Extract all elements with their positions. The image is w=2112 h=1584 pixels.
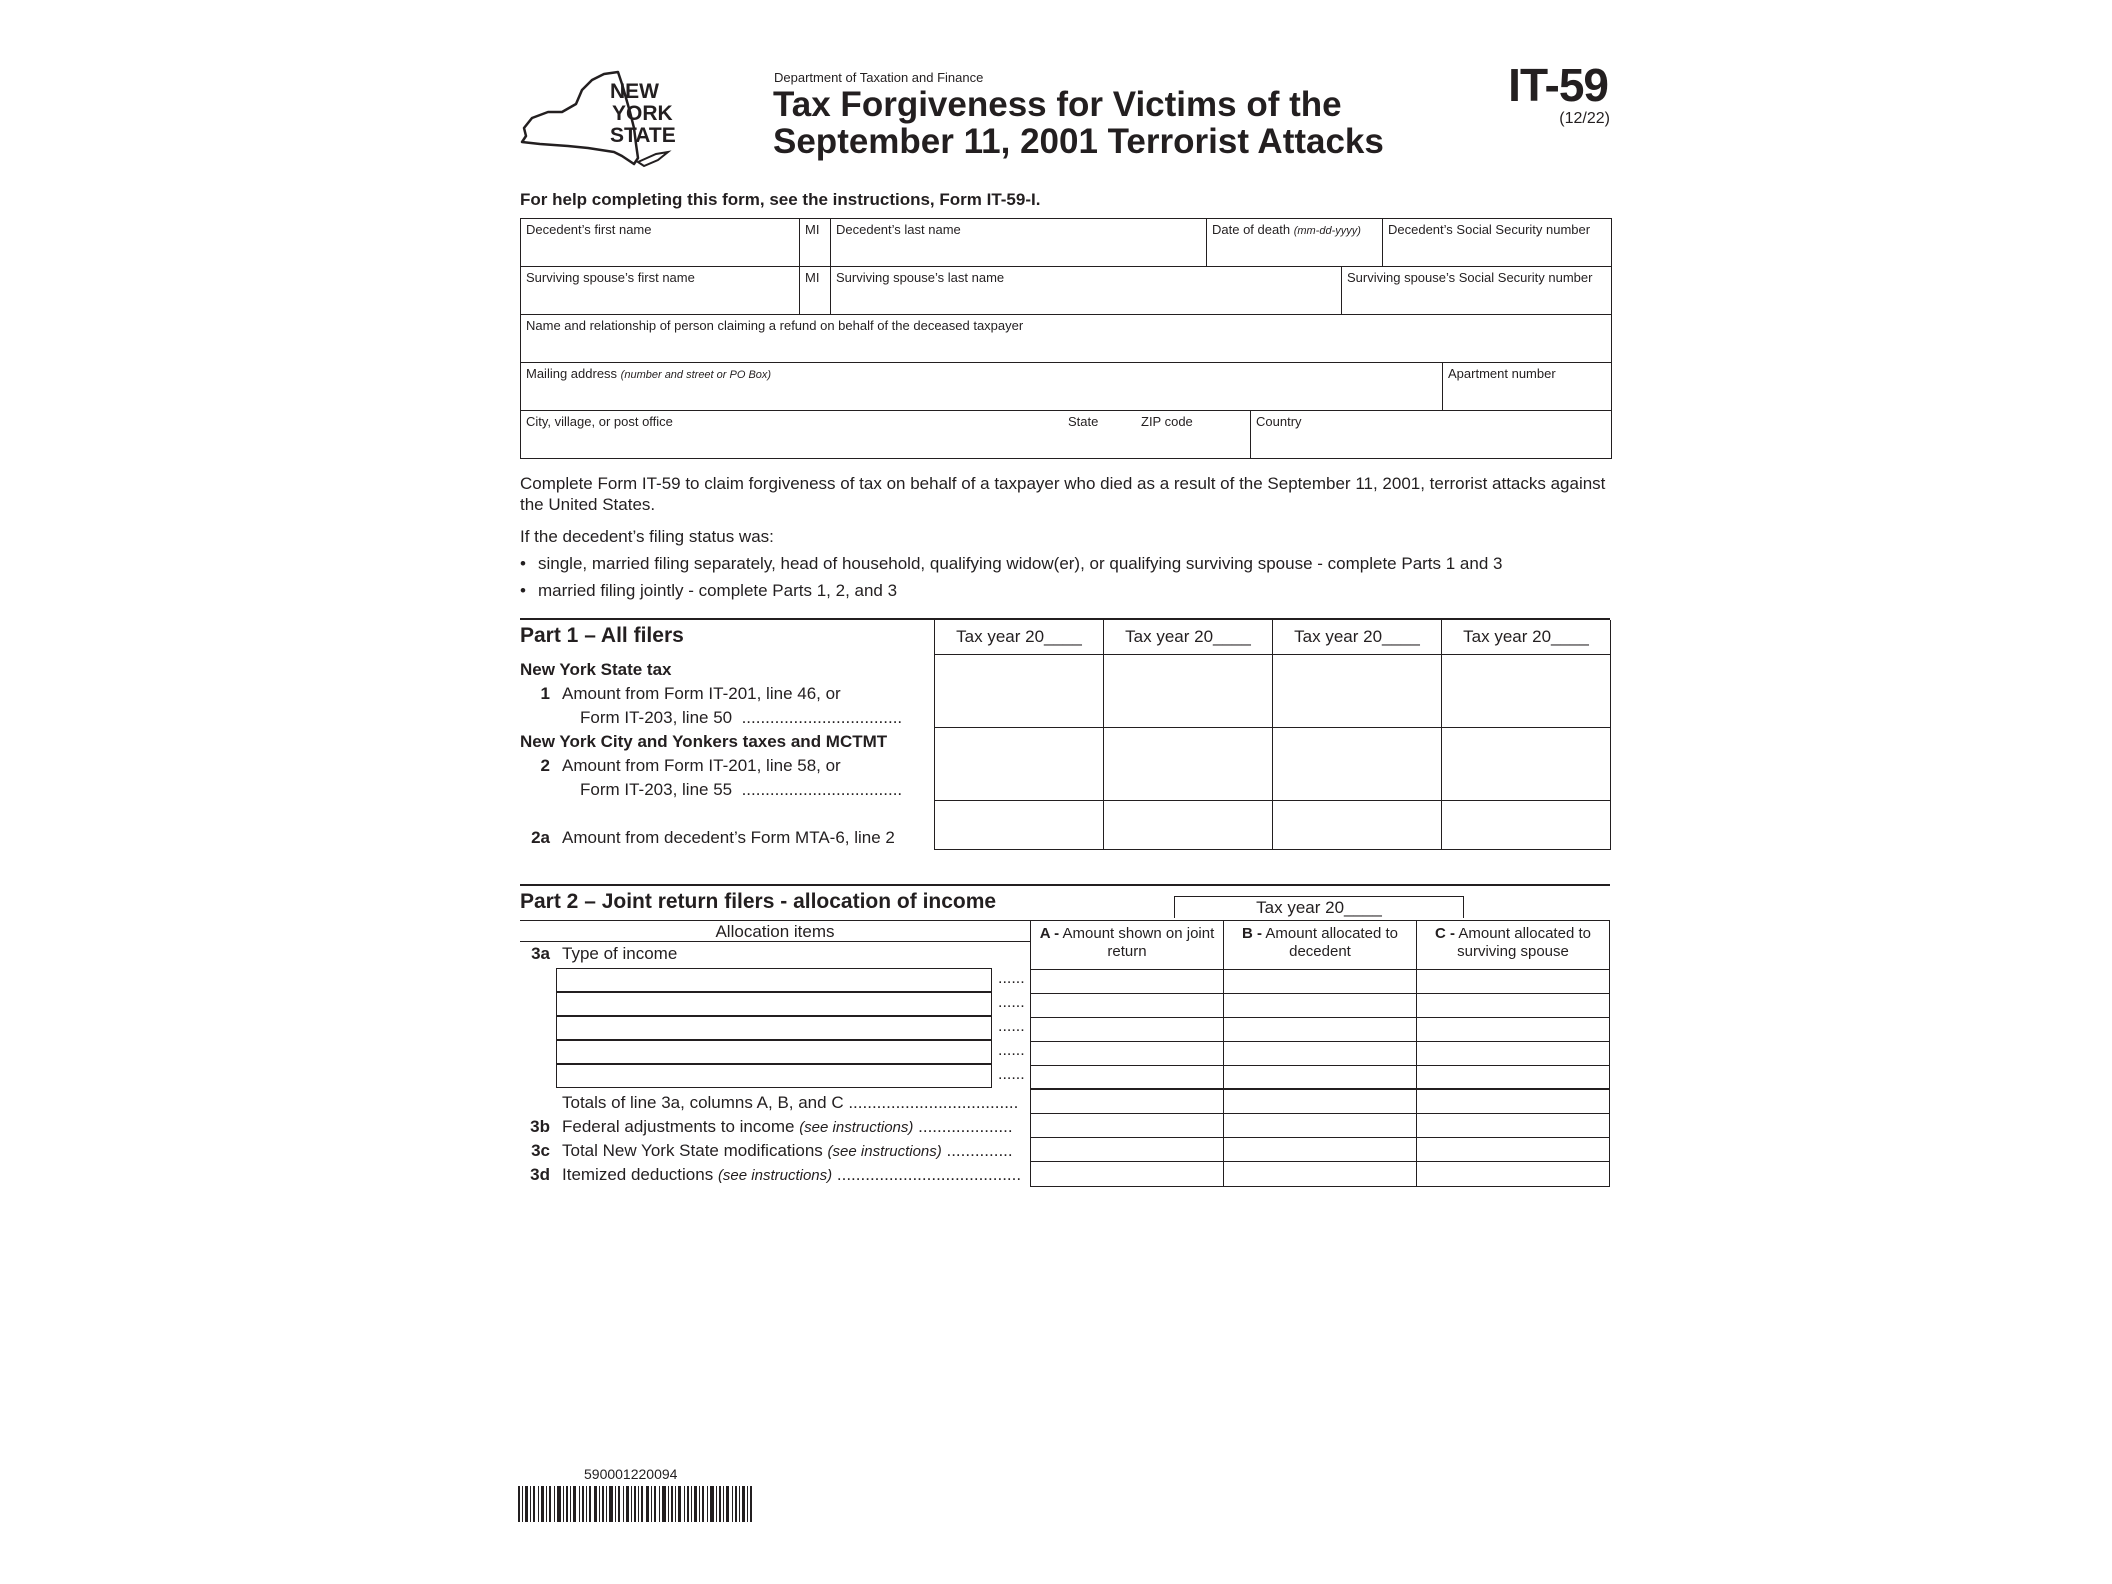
income-row-2-col-b[interactable]	[1224, 994, 1417, 1017]
claimant-field[interactable]	[521, 315, 1611, 362]
line2-row	[935, 728, 1611, 801]
claimant-label: Name and relationship of person claiming a refund on behalf of the deceased taxpayer	[526, 318, 1024, 333]
line1-label	[520, 682, 932, 706]
income-type-leader-1: ......	[998, 970, 1025, 987]
line1-label-b: Form IT-203, line 50 ..................................	[580, 708, 903, 727]
line3d-col-c[interactable]	[1417, 1162, 1609, 1186]
form-title	[773, 86, 1384, 160]
line3b-col-a[interactable]	[1031, 1114, 1224, 1137]
income-row-3	[1031, 1018, 1609, 1042]
line2-label-b: Form IT-203, line 55 ..................................	[580, 780, 903, 799]
apartment-number-label: Apartment number	[1448, 366, 1556, 381]
decedent-row	[521, 219, 1611, 267]
part2-tax-year[interactable]: Tax year 20____	[1174, 896, 1464, 918]
income-row-2-col-c[interactable]	[1417, 994, 1609, 1017]
column-a-header	[1031, 921, 1224, 969]
part1-title: Part 1 – All filers	[520, 624, 684, 647]
line3a-label	[520, 944, 677, 964]
decedent-first-name-field[interactable]	[521, 219, 800, 266]
totals-col-c[interactable]	[1417, 1090, 1609, 1113]
income-row-4-col-b[interactable]	[1224, 1042, 1417, 1065]
city-row	[521, 411, 1611, 458]
income-row-5-col-b[interactable]	[1224, 1066, 1417, 1088]
city-label: City, village, or post office	[526, 414, 673, 429]
line3d-col-a[interactable]	[1031, 1162, 1224, 1186]
claimant-row	[521, 315, 1611, 363]
part2-grid	[1030, 920, 1610, 1187]
decedent-ssn-field[interactable]	[1383, 219, 1611, 266]
totals-label: Totals of line 3a, columns A, B, and C ....................................	[562, 1093, 1019, 1112]
income-row-4-col-c[interactable]	[1417, 1042, 1609, 1065]
line3c-label: 3c Total New York State modifications (see instructions) ..............	[520, 1141, 1030, 1161]
tax-year-header-4: Tax year 20____	[1442, 620, 1611, 654]
line3b-col-b[interactable]	[1224, 1114, 1417, 1137]
line1-year2-input[interactable]	[1104, 655, 1273, 727]
line2a-row	[935, 801, 1611, 849]
decedent-mi-label: MI	[805, 222, 820, 237]
country-label: Country	[1256, 414, 1302, 429]
mailing-address-label: Mailing address	[526, 366, 618, 381]
filing-status-bullet-2: • married filing jointly - complete Parts 1, 2, and 3	[520, 581, 898, 600]
column-a-text: Amount shown on joint return	[1062, 925, 1215, 960]
state-label: State	[1068, 414, 1099, 429]
line3d-text: Itemized deductions	[562, 1165, 714, 1184]
line3c-text: Total New York State modifications	[562, 1141, 823, 1160]
line2-year3-input[interactable]	[1273, 728, 1442, 800]
decedent-last-name-field[interactable]	[831, 219, 1207, 266]
mailing-address-field[interactable]	[521, 363, 1443, 410]
column-c-header	[1417, 921, 1609, 969]
decedent-last-name-label: Decedent’s last name	[836, 222, 961, 237]
income-row-5-col-a[interactable]	[1031, 1066, 1224, 1088]
barcode-image	[518, 1486, 754, 1522]
line2-year2-input[interactable]	[1104, 728, 1273, 800]
line3a-number: 3a	[531, 944, 550, 963]
income-row-3-col-c[interactable]	[1417, 1018, 1609, 1041]
line1-text-a: Amount from Form IT-201, line 46, or	[562, 684, 841, 703]
line2a-year2-input[interactable]	[1104, 801, 1273, 849]
line3a-text: Type of income	[562, 944, 678, 963]
allocation-items-header: Allocation items	[520, 920, 1030, 942]
income-type-leader-4: ......	[998, 1042, 1025, 1059]
line2-year4-input[interactable]	[1442, 728, 1611, 800]
income-row-2	[1031, 994, 1609, 1018]
apartment-number-field[interactable]	[1443, 363, 1611, 410]
line2-year1-input[interactable]	[935, 728, 1104, 800]
line1-year3-input[interactable]	[1273, 655, 1442, 727]
line3d-number: 3d	[530, 1165, 550, 1184]
spouse-last-name-label: Surviving spouse’s last name	[836, 270, 1005, 285]
totals-row	[1031, 1090, 1609, 1114]
line3b-text: Federal adjustments to income	[562, 1117, 795, 1136]
nyc-tax-heading: New York City and Yonkers taxes and MCTMT	[520, 732, 888, 751]
bullet-2-text: married filing jointly - complete Parts 1, 2, and 3	[538, 581, 898, 600]
city-state-zip-field[interactable]	[521, 411, 1251, 458]
column-a-letter: A -	[1039, 925, 1060, 942]
income-row-1-col-c[interactable]	[1417, 970, 1609, 993]
line3c-col-c[interactable]	[1417, 1138, 1609, 1161]
date-of-death-label: Date of death	[1212, 222, 1291, 237]
mailing-address-hint: (number and street or PO Box)	[620, 369, 772, 381]
filing-status-intro: If the decedent’s filing status was:	[520, 527, 774, 546]
intro-paragraph: Complete Form IT-59 to claim forgiveness of tax on behalf of a taxpayer who died as a result of the September 11, 2001, terrorist attacks against the United States.	[520, 474, 1606, 514]
income-row-1-col-b[interactable]	[1224, 970, 1417, 993]
line2-number: 2	[540, 756, 550, 775]
decedent-mi-field[interactable]	[800, 219, 831, 266]
decedent-first-name-label: Decedent’s first name	[526, 222, 652, 237]
income-row-5-col-c[interactable]	[1417, 1066, 1609, 1088]
income-row-5	[1031, 1066, 1609, 1090]
line3c-number: 3c	[531, 1141, 550, 1160]
column-c-letter: C -	[1435, 925, 1456, 942]
line3b-number: 3b	[530, 1117, 550, 1136]
line3c-row	[1031, 1138, 1609, 1162]
column-b-header	[1224, 921, 1417, 969]
tax-year-header-3: Tax year 20____	[1273, 620, 1442, 654]
income-row-2-col-a[interactable]	[1031, 994, 1224, 1017]
line3d-hint: (see instructions)	[717, 1167, 833, 1184]
income-row-3-col-b[interactable]	[1224, 1018, 1417, 1041]
spouse-row	[521, 267, 1611, 315]
line3d-label: 3d Itemized deductions (see instructions) .......................................	[520, 1165, 1030, 1185]
part2-column-headers	[1031, 921, 1609, 970]
date-of-death-field[interactable]	[1207, 219, 1383, 266]
identification-section	[520, 218, 1612, 459]
column-c-text: Amount allocated to surviving spouse	[1457, 925, 1591, 960]
form-title-line1: Tax Forgiveness for Victims of the	[773, 85, 1342, 124]
part1-line-labels	[520, 658, 932, 850]
address-row	[521, 363, 1611, 411]
totals-col-a[interactable]	[1031, 1090, 1224, 1113]
column-b-letter: B -	[1242, 925, 1263, 942]
zip-code-label: ZIP code	[1141, 414, 1193, 429]
income-row-1	[1031, 970, 1609, 994]
new-york-state-logo	[518, 68, 688, 172]
form-title-line2: September 11, 2001 Terrorist Attacks	[773, 122, 1384, 161]
spouse-mi-label: MI	[805, 270, 820, 285]
income-type-input-2[interactable]	[556, 992, 992, 1016]
line3c-hint: (see instructions)	[827, 1143, 942, 1160]
line1-row	[935, 655, 1611, 728]
totals-text: Totals of line 3a, columns A, B, and C	[562, 1093, 844, 1112]
line2a-number: 2a	[531, 828, 550, 847]
bullet-1-text: single, married filing separately, head of household, qualifying widow(er), or qualifying surviving spouse - complete Parts 1 and 3	[538, 554, 1503, 573]
spouse-mi-field[interactable]	[800, 267, 831, 314]
barcode-number: 590001220094	[584, 1466, 678, 1482]
line3d-col-b[interactable]	[1224, 1162, 1417, 1186]
line2-label	[520, 754, 932, 778]
income-row-4	[1031, 1042, 1609, 1066]
form-number: IT-59	[1508, 59, 1608, 111]
line3c-col-a[interactable]	[1031, 1138, 1224, 1161]
totals-col-b[interactable]	[1224, 1090, 1417, 1113]
intro-text	[520, 473, 1610, 607]
line2a-year3-input[interactable]	[1273, 801, 1442, 849]
part2-title: Part 2 – Joint return filers - allocation of income	[520, 890, 997, 913]
column-b-text: Amount allocated to decedent	[1265, 925, 1398, 960]
spouse-first-name-field[interactable]	[521, 267, 800, 314]
income-type-leader-3: ......	[998, 1018, 1025, 1035]
line3b-row	[1031, 1114, 1609, 1138]
country-field[interactable]	[1251, 411, 1611, 458]
line3c-col-b[interactable]	[1224, 1138, 1417, 1161]
line2a-label	[520, 826, 932, 850]
date-format-hint: (mm-dd-yyyy)	[1293, 225, 1361, 237]
line3d-row	[1031, 1162, 1609, 1186]
line1-text-b: Form IT-203, line 50	[580, 708, 733, 727]
line3b-label: 3b Federal adjustments to income (see instructions) ....................	[520, 1117, 1030, 1137]
income-type-input-4[interactable]	[556, 1040, 992, 1064]
spouse-first-name-label: Surviving spouse’s first name	[526, 270, 695, 285]
line2a-year1-input[interactable]	[935, 801, 1104, 849]
part2-rule	[520, 884, 1610, 886]
spouse-last-name-field[interactable]	[831, 267, 1342, 314]
line1-year4-input[interactable]	[1442, 655, 1611, 727]
income-row-1-col-a[interactable]	[1031, 970, 1224, 993]
line1-year1-input[interactable]	[935, 655, 1104, 727]
logo-text-state: STATE	[610, 124, 676, 147]
line2a-text: Amount from decedent’s Form MTA-6, line 2	[562, 828, 895, 847]
part1-grid	[934, 620, 1611, 850]
line2-text-a: Amount from Form IT-201, line 58, or	[562, 756, 841, 775]
income-type-input-5[interactable]	[556, 1064, 992, 1088]
tax-year-header-2: Tax year 20____	[1104, 620, 1273, 654]
spouse-ssn-label: Surviving spouse’s Social Security number	[1347, 270, 1593, 285]
income-type-leader-2: ......	[998, 994, 1025, 1011]
logo-text-york: YORK	[612, 102, 673, 125]
decedent-ssn-label: Decedent’s Social Security number	[1388, 222, 1591, 237]
logo-text-new: NEW	[610, 80, 659, 103]
nys-tax-heading: New York State tax	[520, 660, 672, 679]
help-text: For help completing this form, see the instructions, Form IT-59-I.	[520, 190, 1041, 209]
income-row-3-col-a[interactable]	[1031, 1018, 1224, 1041]
department-name: Department of Taxation and Finance	[774, 70, 984, 85]
income-type-input-3[interactable]	[556, 1016, 992, 1040]
income-row-4-col-a[interactable]	[1031, 1042, 1224, 1065]
income-type-leader-5: ......	[998, 1066, 1025, 1083]
tax-year-header-1: Tax year 20____	[935, 620, 1104, 654]
income-type-input-1[interactable]	[556, 968, 992, 992]
filing-status-bullet-1: • single, married filing separately, head of household, qualifying widow(er), or qualifying surviving spouse - complete Parts 1 and 3	[520, 554, 1503, 573]
line1-number: 1	[540, 684, 550, 703]
line2-text-b: Form IT-203, line 55	[580, 780, 733, 799]
spouse-ssn-field[interactable]	[1342, 267, 1611, 314]
form-revision: (12/22)	[1559, 110, 1610, 127]
line3b-col-c[interactable]	[1417, 1114, 1609, 1137]
line2a-year4-input[interactable]	[1442, 801, 1611, 849]
part1-header-row	[935, 620, 1611, 655]
line3b-hint: (see instructions)	[799, 1119, 914, 1136]
